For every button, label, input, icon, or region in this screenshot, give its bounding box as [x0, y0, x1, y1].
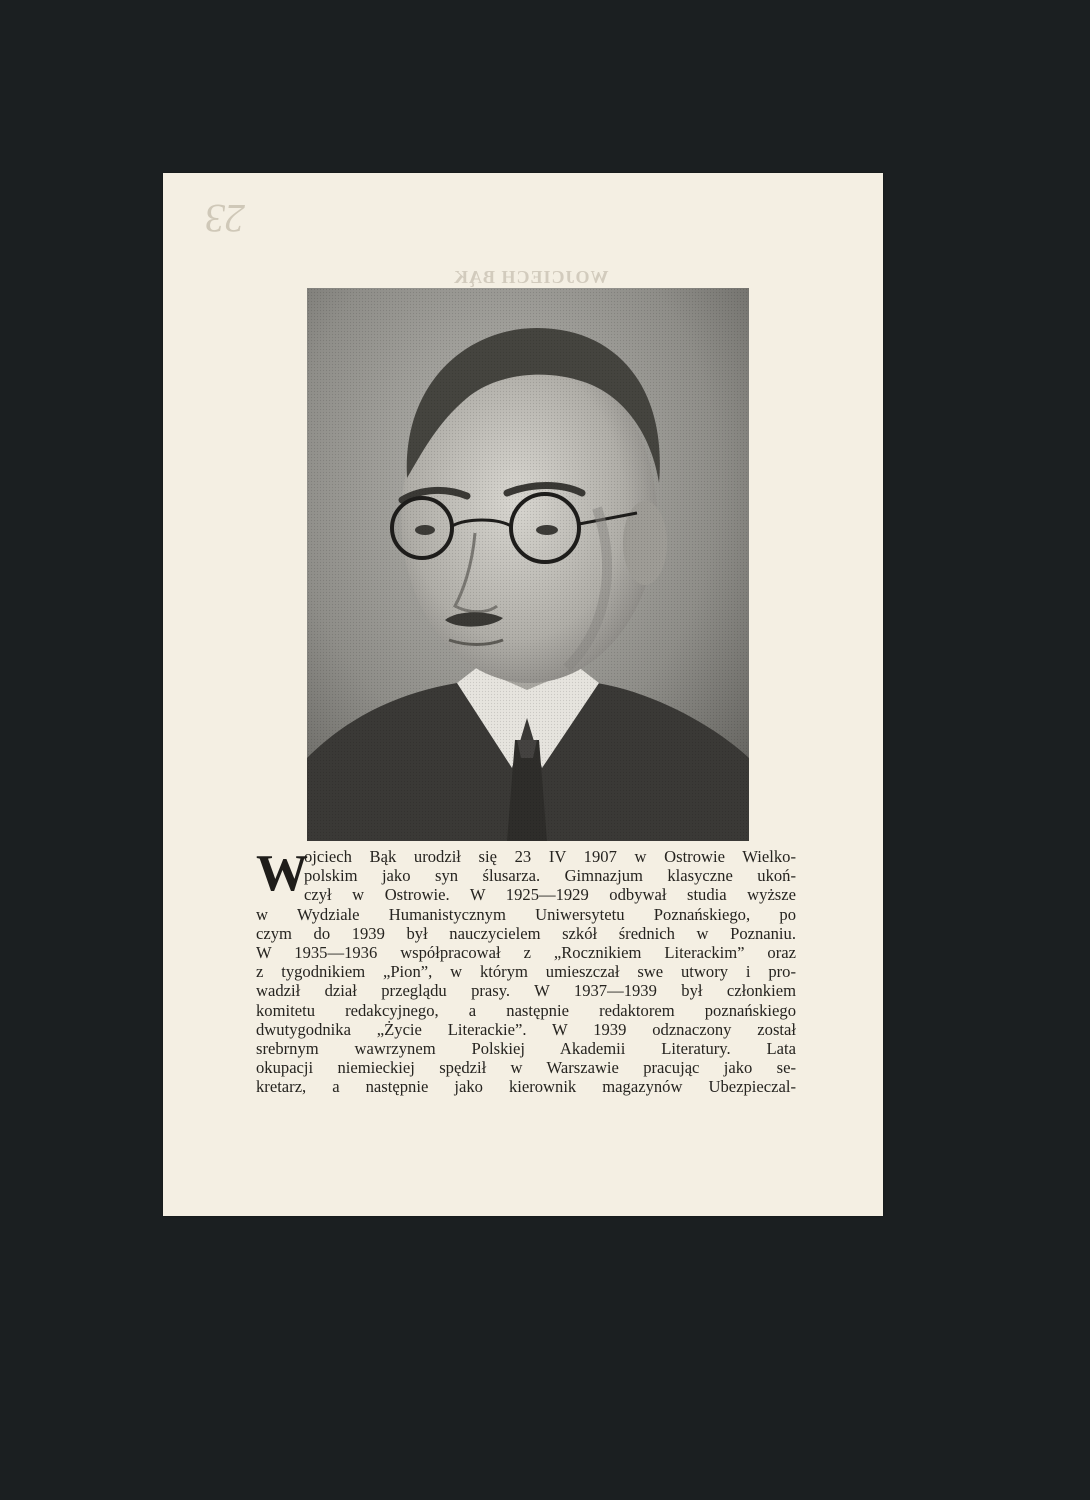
drop-cap: W	[256, 845, 308, 902]
bio-line: czym do 1939 był nauczycielem szkół średnich w Poznaniu.	[256, 923, 796, 943]
bio-line: srebrnym wawrzynem Polskiej Akademii Literatury. Lata	[256, 1039, 796, 1059]
portrait-illustration	[307, 288, 749, 841]
portrait-photo	[307, 288, 749, 841]
bio-line: okupacji niemieckiej spędził w Warszawie pracując jako se-	[256, 1058, 796, 1078]
page-number: 23	[205, 196, 245, 241]
bio-line: polskim jako syn ślusarza. Gimnazjum klasyczne ukoń-	[304, 866, 796, 886]
bio-line: kretarz, a następnie jako kierownik magazynów Ubezpieczal-	[256, 1077, 796, 1097]
bio-line: dwutygodnika „Życie Literackie”. W 1939 odznaczony został	[256, 1019, 796, 1039]
bio-line: wadził dział przeglądu prasy. W 1937—1939 był członkiem	[256, 981, 796, 1001]
bio-line: w Wydziale Humanistycznym Uniwersytetu Poznańskiego, po	[256, 904, 796, 924]
biography-text	[256, 847, 796, 1097]
bio-line: z tygodnikiem „Pion”, w którym umieszczał swe utwory i pro-	[256, 962, 796, 982]
bio-line: ojciech Bąk urodził się 23 IV 1907 w Ostrowie Wielko-	[304, 847, 796, 866]
bleed-through-heading: WOJCIECH BĄK	[453, 267, 609, 287]
bio-line: komitetu redakcyjnego, a następnie redaktorem poznańskiego	[256, 1000, 796, 1020]
bio-line: czył w Ostrowie. W 1925—1929 odbywał studia wyższe	[304, 885, 796, 905]
document-page	[163, 173, 883, 1216]
bio-line: W 1935—1936 współpracował z „Rocznikiem Literackim” oraz	[256, 943, 796, 963]
